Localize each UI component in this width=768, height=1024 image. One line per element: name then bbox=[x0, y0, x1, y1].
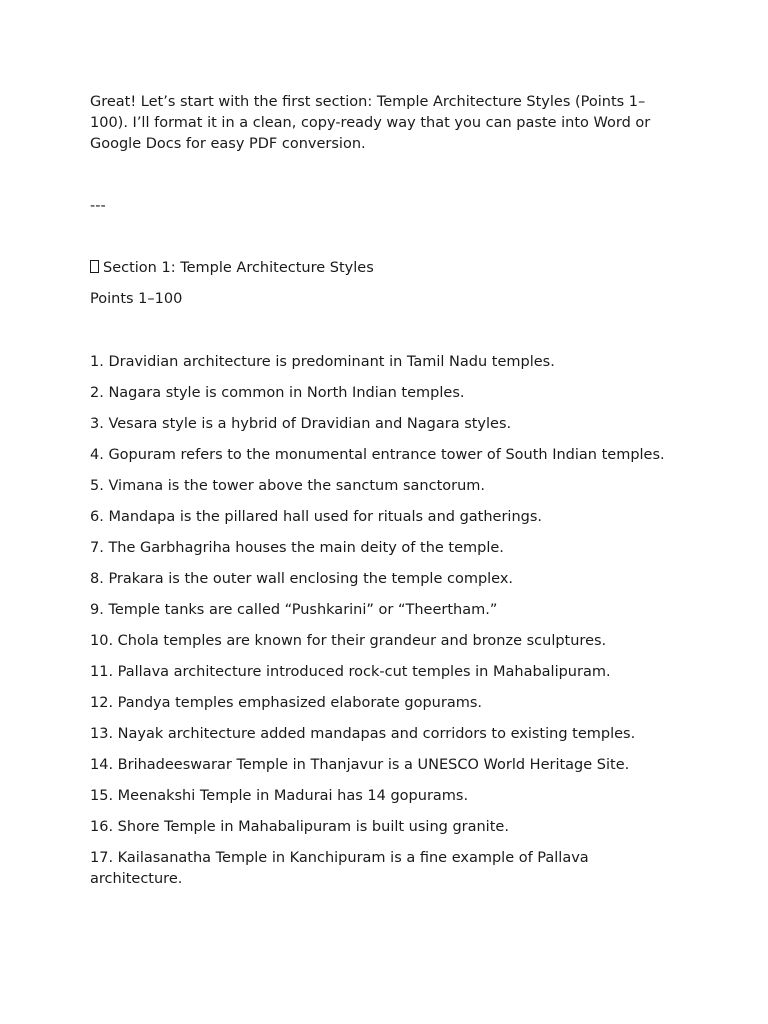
missing-glyph-icon bbox=[90, 260, 99, 273]
list-item: 14. Brihadeeswarar Temple in Thanjavur is a UNESCO World Heritage Site. bbox=[90, 757, 630, 773]
list-item: 6. Mandapa is the pillared hall used for rituals and gatherings. bbox=[90, 509, 542, 525]
list-item: 4. Gopuram refers to the monumental entrance tower of South Indian temples. bbox=[90, 447, 665, 463]
list-item: 15. Meenakshi Temple in Madurai has 14 gopurams. bbox=[90, 788, 469, 804]
list-item: 17. Kailasanatha Temple in Kanchipuram is a fine example of Pallava architecture. bbox=[90, 850, 589, 887]
points-list bbox=[90, 352, 680, 890]
list-item: 12. Pandya temples emphasized elaborate gopurams. bbox=[90, 695, 482, 711]
list-item: 9. Temple tanks are called “Pushkarini” or “Theertham.” bbox=[90, 602, 498, 618]
section-title bbox=[90, 258, 680, 279]
points-range: Points 1–100 bbox=[90, 291, 183, 307]
list-item: 11. Pallava architecture introduced rock-cut temples in Mahabalipuram. bbox=[90, 664, 611, 680]
list-item: 2. Nagara style is common in North Indian temples. bbox=[90, 385, 465, 401]
intro-paragraph: Great! Let’s start with the first section: Temple Architecture Styles (Points 1–100). I’ll format it in a clean, copy-ready way that you can paste into Word or Google Docs for easy PDF conversion. bbox=[90, 94, 651, 152]
document-page bbox=[90, 92, 680, 900]
list-item: 10. Chola temples are known for their grandeur and bronze sculptures. bbox=[90, 633, 607, 649]
list-item: 8. Prakara is the outer wall enclosing the temple complex. bbox=[90, 571, 514, 587]
list-item: 5. Vimana is the tower above the sanctum sanctorum. bbox=[90, 478, 486, 494]
list-item: 1. Dravidian architecture is predominant in Tamil Nadu temples. bbox=[90, 354, 555, 370]
list-item: 16. Shore Temple in Mahabalipuram is built using granite. bbox=[90, 819, 509, 835]
section-title-text: Section 1: Temple Architecture Styles bbox=[103, 260, 374, 276]
divider: --- bbox=[90, 198, 106, 214]
list-item: 3. Vesara style is a hybrid of Dravidian and Nagara styles. bbox=[90, 416, 512, 432]
list-item: 7. The Garbhagriha houses the main deity of the temple. bbox=[90, 540, 504, 556]
list-item: 13. Nayak architecture added mandapas and corridors to existing temples. bbox=[90, 726, 636, 742]
